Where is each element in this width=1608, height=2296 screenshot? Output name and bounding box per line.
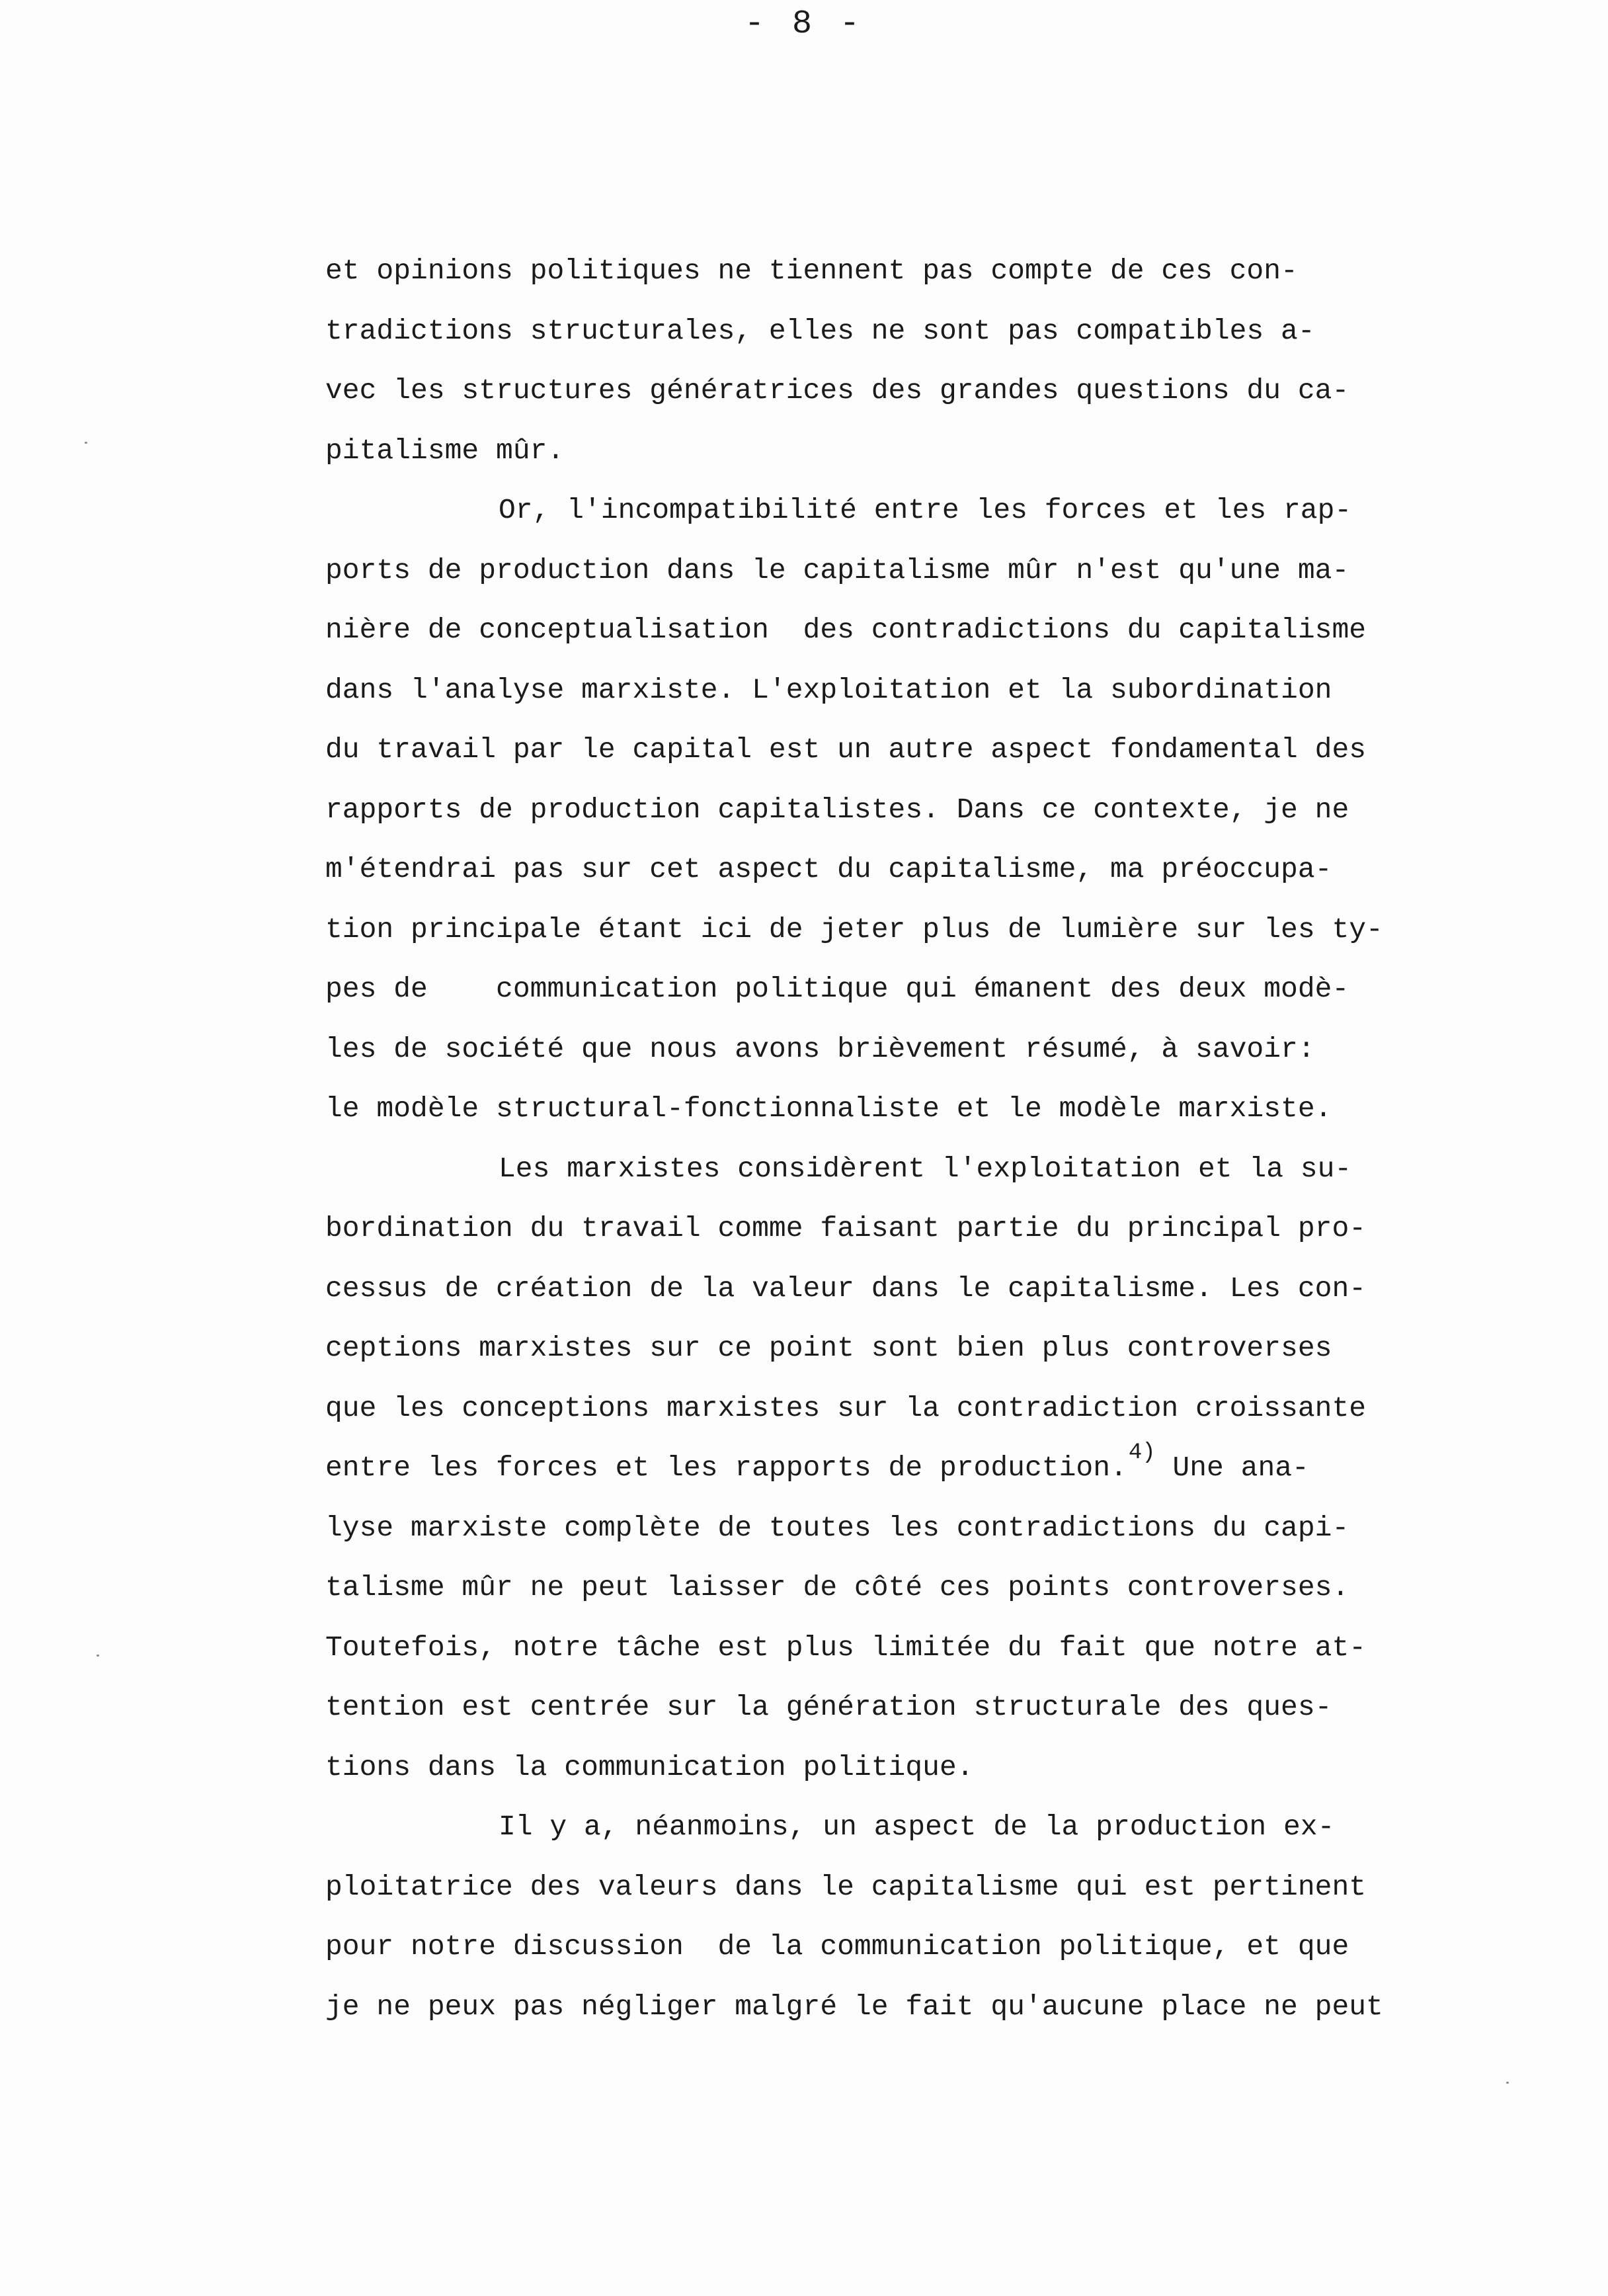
- text-line: les de société que nous avons brièvement résumé, à savoir:: [325, 1032, 1315, 1065]
- scan-speck: [97, 1655, 99, 1657]
- paragraph: [325, 481, 1463, 1139]
- text-line: tion principale étant ici de jeter plus de lumière sur les ty-: [325, 913, 1383, 946]
- text-line: ports de production dans le capitalisme mûr n'est qu'une ma-: [325, 554, 1349, 587]
- text-line: et opinions politiques ne tiennent pas compte de ces con-: [325, 255, 1298, 287]
- line-text: entre les forces et les rapports de production.: [325, 1452, 1127, 1484]
- text-line: nière de conceptualisation des contradictions du capitalisme: [325, 614, 1367, 646]
- text-line: tradictions structurales, elles ne sont pas compatibles a-: [325, 314, 1315, 347]
- text-line: je ne peux pas négliger malgré le fait qu'aucune place ne peut: [325, 1990, 1383, 2023]
- text-line-with-footnote: [325, 1438, 1463, 1498]
- footnote-marker: 4): [1128, 1440, 1156, 1465]
- text-line: pitalisme mûr.: [325, 434, 565, 467]
- scan-speck: [1506, 2082, 1509, 2084]
- text-line: Or, l'incompatibilité entre les forces et les rap-: [499, 494, 1352, 526]
- paragraph: [325, 1139, 1463, 1798]
- text-line: Toutefois, notre tâche est plus limitée du fait que notre at-: [325, 1631, 1367, 1664]
- text-line: Il y a, néanmoins, un aspect de la production ex-: [499, 1811, 1335, 1843]
- text-line: pour notre discussion de la communication politique, et que: [325, 1930, 1349, 1963]
- paragraph: [325, 1797, 1463, 2037]
- line-continuation: Une ana-: [1155, 1452, 1309, 1484]
- page-number: - 8 -: [744, 5, 864, 43]
- text-line: vec les structures génératrices des grandes questions du ca-: [325, 374, 1349, 407]
- text-line: tention est centrée sur la génération structurale des ques-: [325, 1691, 1332, 1723]
- text-line: m'étendrai pas sur cet aspect du capitalisme, ma préoccupa-: [325, 853, 1332, 885]
- text-line: ceptions marxistes sur ce point sont bien plus controverses: [325, 1332, 1332, 1364]
- text-line: pes de communication politique qui émanent des deux modè-: [325, 973, 1349, 1005]
- text-line: cessus de création de la valeur dans le capitalisme. Les con-: [325, 1272, 1367, 1305]
- text-line: bordination du travail comme faisant partie du principal pro-: [325, 1212, 1367, 1245]
- text-line: ploitatrice des valeurs dans le capitalisme qui est pertinent: [325, 1870, 1367, 1903]
- text-line: le modèle structural-fonctionnaliste et le modèle marxiste.: [325, 1092, 1332, 1125]
- text-line: lyse marxiste complète de toutes les contradictions du capi-: [325, 1511, 1349, 1544]
- paragraph: [325, 241, 1463, 481]
- text-line: dans l'analyse marxiste. L'exploitation et la subordination: [325, 673, 1332, 706]
- text-line: tions dans la communication politique.: [325, 1750, 974, 1784]
- text-line: Les marxistes considèrent l'exploitation et la su-: [499, 1152, 1352, 1185]
- text-line: du travail par le capital est un autre aspect fondamental des: [325, 733, 1367, 766]
- text-line: que les conceptions marxistes sur la contradiction croissante: [325, 1391, 1367, 1424]
- scan-speck: [85, 442, 87, 444]
- text-line: rapports de production capitalistes. Dans ce contexte, je ne: [325, 793, 1349, 826]
- body-text: [325, 241, 1463, 2037]
- text-line: talisme mûr ne peut laisser de côté ces points controverses.: [325, 1571, 1349, 1604]
